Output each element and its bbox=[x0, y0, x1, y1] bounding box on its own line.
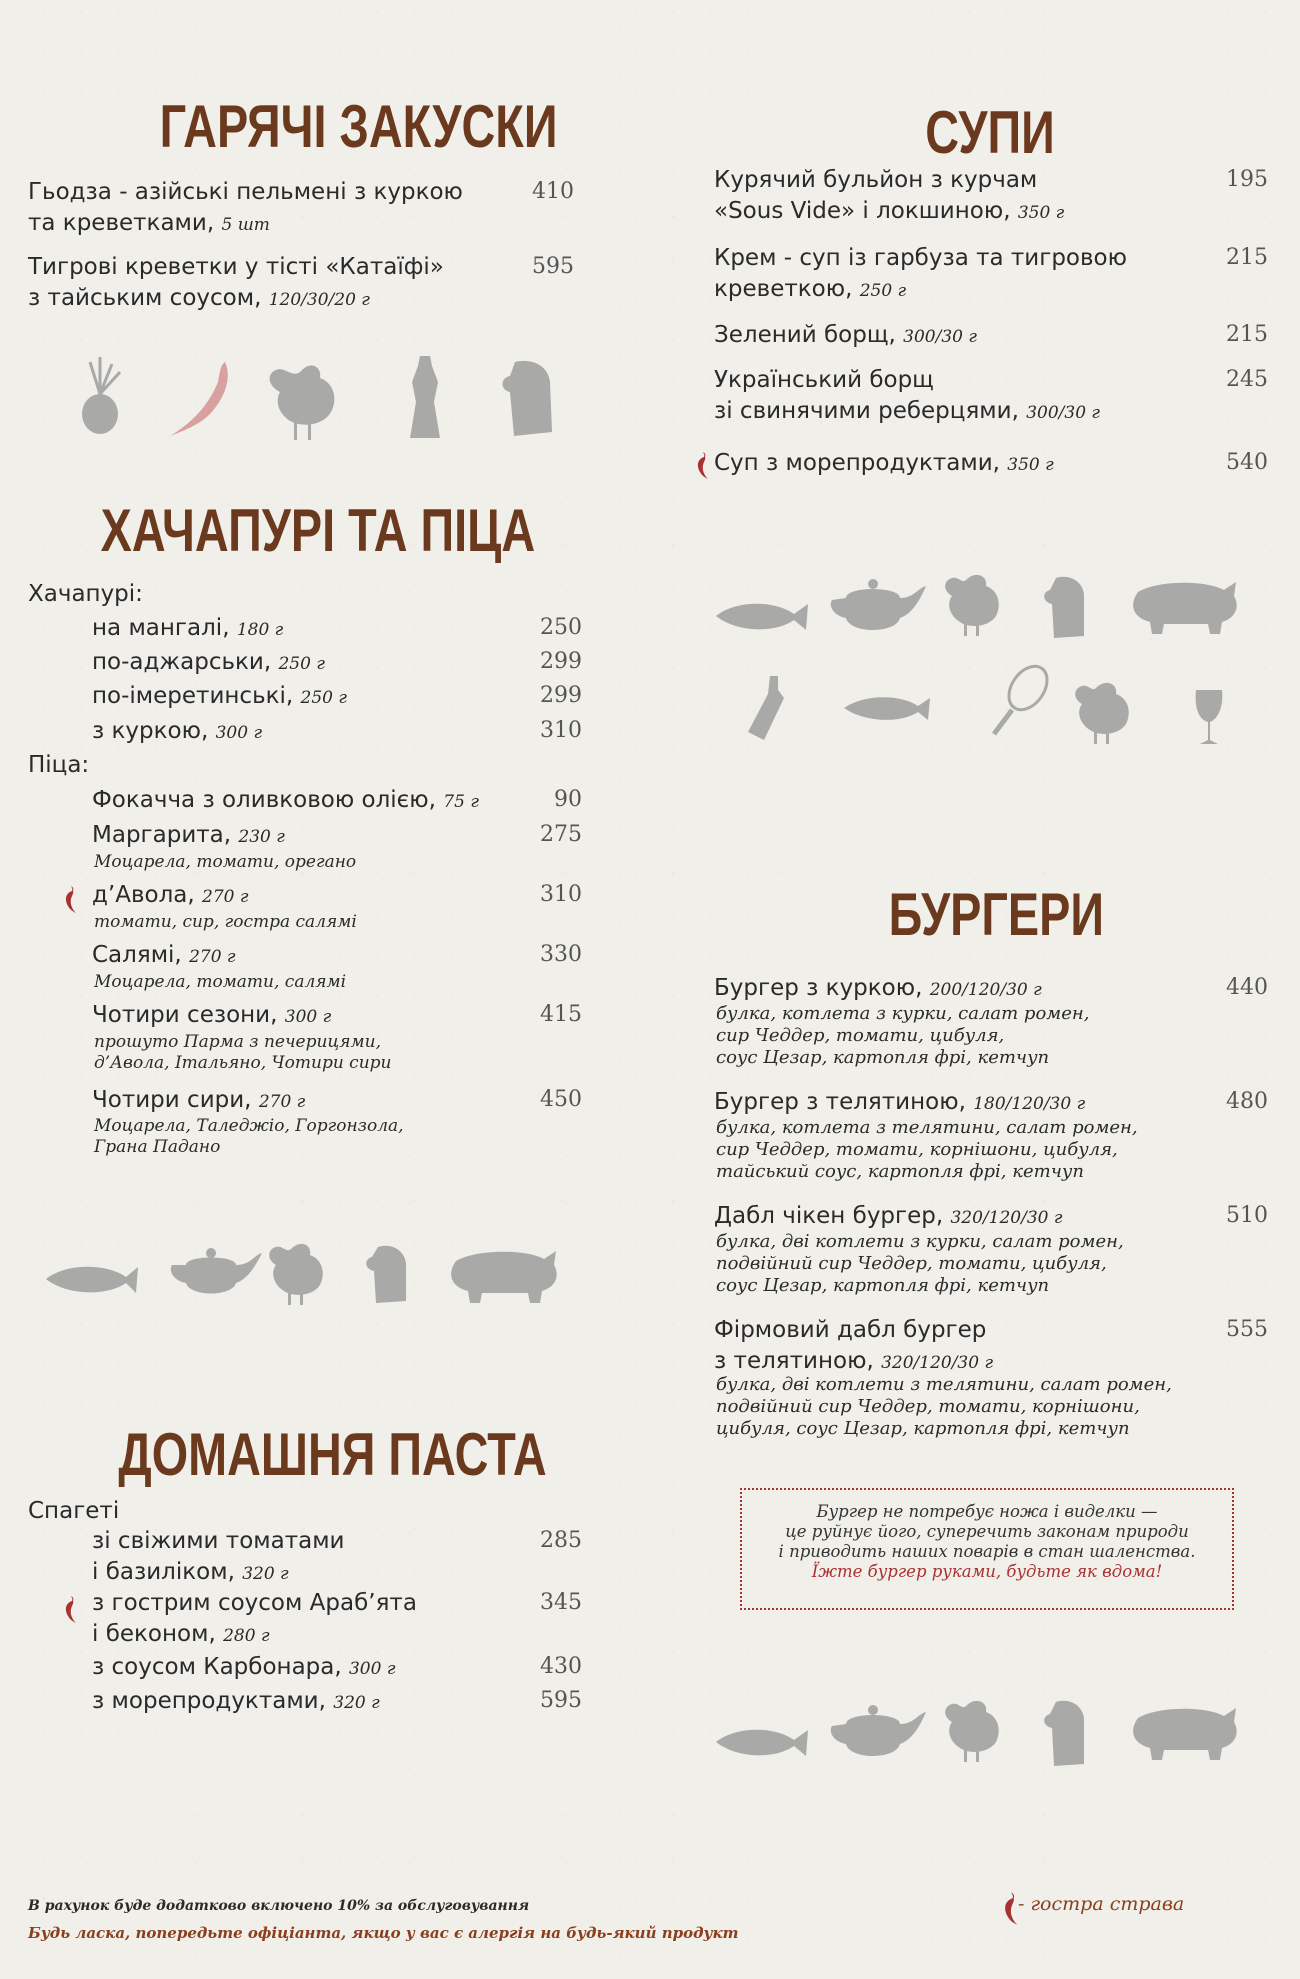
item-weight: 270 г bbox=[189, 947, 236, 967]
allergy-note: Будь ласка, попередьте офіціанта, якщо у вас є алергія на будь-який продукт bbox=[28, 1924, 739, 1942]
item-description-line: сир Чеддер, томати, корнішони, цибуля, bbox=[716, 1139, 1118, 1160]
item-weight: 300 г bbox=[215, 723, 263, 743]
fish-icon bbox=[844, 697, 930, 720]
spicy-legend: - гостра страва bbox=[1018, 1893, 1185, 1915]
menu-item bbox=[92, 1526, 345, 1590]
item-weight: 250 г bbox=[859, 281, 907, 301]
menu-item bbox=[92, 820, 285, 853]
item-price: 555 bbox=[1226, 1317, 1268, 1342]
menu-item bbox=[92, 785, 479, 818]
item-name: Курячий бульйон з курчам bbox=[714, 167, 1038, 193]
item-name: з гострим соусом Араб’ята bbox=[92, 1590, 417, 1616]
menu-item bbox=[28, 252, 444, 316]
burgers-title: БУРГЕРИ bbox=[888, 881, 1105, 948]
menu-item bbox=[714, 1087, 1085, 1120]
item-price: 299 bbox=[540, 649, 582, 674]
item-name: Чотири сири, bbox=[92, 1087, 252, 1113]
fish-icon bbox=[716, 1730, 808, 1756]
menu-item bbox=[92, 1588, 417, 1652]
decor-icons-row bbox=[712, 570, 1242, 750]
item-weight: 120/30/20 г bbox=[268, 290, 370, 310]
menu-item bbox=[92, 1652, 395, 1685]
item-price: 310 bbox=[540, 882, 582, 907]
note-line: це руйнує його, суперечить законам природи bbox=[785, 1522, 1189, 1541]
teapot-icon bbox=[831, 579, 926, 630]
item-price: 195 bbox=[1226, 167, 1268, 192]
item-weight: 250 г bbox=[278, 654, 325, 674]
whisk-icon bbox=[994, 659, 1055, 734]
item-price: 285 bbox=[540, 1528, 582, 1553]
item-description-line: Грана Падано bbox=[94, 1137, 221, 1157]
item-weight: 320 г bbox=[333, 1693, 380, 1713]
teapot-icon bbox=[171, 1248, 262, 1294]
item-price: 345 bbox=[540, 1590, 582, 1615]
note-line: Бургер не потребує ножа і виделки — bbox=[816, 1502, 1158, 1521]
item-name: по-аджарськи, bbox=[92, 649, 272, 675]
item-name: Дабл чікен бургер, bbox=[714, 1203, 944, 1229]
item-price: 480 bbox=[1226, 1089, 1268, 1114]
item-price: 299 bbox=[540, 683, 582, 708]
oven-mitt-icon bbox=[1044, 577, 1084, 638]
item-weight: 200/120/30 г bbox=[929, 980, 1042, 1000]
menu-item bbox=[92, 1000, 331, 1033]
item-name: з соусом Карбонара, bbox=[92, 1654, 342, 1680]
item-description-line: булка, дві котлети з телятини, салат ромен, bbox=[716, 1374, 1172, 1395]
item-name-cont: з телятиною, bbox=[714, 1348, 874, 1374]
menu-item bbox=[714, 973, 1042, 1006]
item-weight: 280 г bbox=[223, 1626, 270, 1646]
menu-item bbox=[92, 940, 236, 973]
bottle-icon bbox=[748, 676, 784, 740]
item-description: томати, сир, гостра салямі bbox=[94, 912, 357, 932]
spicy-chili-icon bbox=[1000, 1890, 1020, 1926]
item-price: 430 bbox=[540, 1654, 582, 1679]
item-description-line: соус Цезар, картопля фрі, кетчуп bbox=[716, 1275, 1050, 1296]
item-description bbox=[716, 1117, 1138, 1183]
item-description-line: подвійний сир Чеддер, томати, цибуля, bbox=[716, 1253, 1107, 1274]
spicy-chili-icon bbox=[62, 884, 78, 914]
item-price: 595 bbox=[532, 254, 574, 279]
item-description-line: сир Чеддер, томати, цибуля, bbox=[716, 1025, 1005, 1046]
item-name-cont: та креветками, bbox=[28, 210, 215, 236]
spaghetti-label: Спагеті bbox=[28, 1498, 120, 1524]
item-price: 245 bbox=[1226, 367, 1268, 392]
item-name: зі свіжими томатами bbox=[92, 1528, 345, 1554]
note-highlight: Їжте бургер руками, будьте як вдома! bbox=[811, 1562, 1163, 1581]
menu-item bbox=[92, 880, 248, 913]
item-name: Український борщ bbox=[714, 367, 934, 393]
khachapuri-label: Хачапурі: bbox=[28, 581, 143, 607]
item-weight: 300/30 г bbox=[903, 327, 977, 347]
note-line: і приводить наших поварів в стан шаленства. bbox=[778, 1542, 1196, 1561]
soups-title: СУПИ bbox=[925, 99, 1055, 166]
service-charge-note: В рахунок буде додатково включено 10% за обслуговування bbox=[28, 1898, 530, 1914]
item-description bbox=[716, 1374, 1172, 1440]
item-weight: 320 г bbox=[242, 1564, 289, 1584]
item-name: з куркою, bbox=[92, 718, 209, 744]
menu-item bbox=[92, 681, 347, 714]
rooster-icon bbox=[269, 1244, 323, 1305]
wine-glass-icon bbox=[1196, 690, 1223, 744]
spicy-chili-icon bbox=[62, 1594, 78, 1624]
item-name: Зелений борщ, bbox=[714, 322, 896, 348]
menu-item bbox=[714, 365, 1100, 429]
fish-icon bbox=[716, 604, 808, 630]
item-weight: 300 г bbox=[348, 1659, 396, 1679]
menu-item bbox=[714, 1315, 993, 1379]
item-description bbox=[716, 1231, 1124, 1297]
item-name: Суп з морепродуктами, bbox=[714, 450, 1000, 476]
item-price: 415 bbox=[540, 1002, 582, 1027]
item-description-line: булка, дві котлети з курки, салат ромен, bbox=[716, 1231, 1124, 1252]
item-description-line: подвійний сир Чеддер, томати, корнішони, bbox=[716, 1396, 1140, 1417]
oven-mitt-icon bbox=[503, 361, 553, 436]
decor-icons-row bbox=[36, 1235, 566, 1305]
teapot-icon bbox=[831, 1705, 926, 1756]
decor-icons-row bbox=[70, 352, 570, 442]
menu-item bbox=[28, 177, 463, 241]
item-name: з морепродуктами, bbox=[92, 1688, 326, 1714]
item-name: д’Авола, bbox=[92, 882, 195, 908]
pizza-label: Піца: bbox=[28, 752, 90, 778]
spicy-chili-icon bbox=[694, 450, 710, 480]
item-weight: 300 г bbox=[284, 1007, 332, 1027]
menu-item bbox=[714, 243, 1127, 307]
item-name: по-імеретинські, bbox=[92, 683, 294, 709]
item-weight: 320/120/30 г bbox=[881, 1353, 994, 1373]
item-description bbox=[94, 1032, 391, 1074]
item-price: 450 bbox=[540, 1087, 582, 1112]
pepper-mill-icon bbox=[410, 356, 440, 438]
decor-icons-row bbox=[712, 1694, 1242, 1770]
item-description: Моцарела, томати, салямі bbox=[94, 972, 347, 992]
item-price: 310 bbox=[540, 718, 582, 743]
item-name: Бургер з куркою, bbox=[714, 975, 923, 1001]
item-name: Бургер з телятиною, bbox=[714, 1089, 966, 1115]
rooster-icon bbox=[1075, 683, 1129, 744]
rooster-icon bbox=[945, 1701, 999, 1762]
onion-icon bbox=[82, 357, 120, 434]
menu-item bbox=[92, 613, 283, 646]
pasta-title: ДОМАШНЯ ПАСТА bbox=[118, 1421, 547, 1488]
item-weight: 300/30 г bbox=[1026, 403, 1101, 423]
item-weight: 320/120/30 г bbox=[950, 1208, 1063, 1228]
item-weight: 250 г bbox=[300, 688, 347, 708]
item-description bbox=[716, 1003, 1089, 1069]
item-price: 250 bbox=[540, 615, 582, 640]
item-description-line: тайський соус, картопля фрі, кетчуп bbox=[716, 1161, 1084, 1182]
item-name-cont: «Sous Vide» і локшиною, bbox=[714, 198, 1011, 224]
item-description-line: соус Цезар, картопля фрі, кетчуп bbox=[716, 1047, 1050, 1068]
pig-icon bbox=[451, 1251, 557, 1303]
item-price: 510 bbox=[1226, 1203, 1268, 1228]
item-name-cont: і базиліком, bbox=[92, 1559, 235, 1585]
item-name-cont: і беконом, bbox=[92, 1621, 216, 1647]
item-description-line: цибуля, соус Цезар, картопля фрі, кетчуп bbox=[716, 1418, 1130, 1439]
item-price: 330 bbox=[540, 942, 582, 967]
item-weight: 270 г bbox=[202, 887, 249, 907]
oven-mitt-icon bbox=[1044, 1701, 1084, 1766]
rooster-icon bbox=[945, 575, 999, 636]
menu-item bbox=[714, 1201, 1062, 1234]
item-description: Моцарела, томати, орегано bbox=[94, 852, 357, 872]
item-description-line: булка, котлета з курки, салат ромен, bbox=[716, 1003, 1090, 1024]
item-name: Тигрові креветки у тісті «Катаїфі» bbox=[28, 254, 444, 280]
item-name: Крем - суп із гарбуза та тигровою bbox=[714, 245, 1127, 271]
burger-note bbox=[740, 1488, 1234, 1610]
item-description-line: прошуто Парма з печерицями, bbox=[94, 1032, 381, 1052]
item-name: Фірмовий дабл бургер bbox=[714, 1317, 987, 1343]
item-weight: 270 г bbox=[258, 1092, 306, 1112]
chili-pepper-icon bbox=[170, 362, 228, 436]
item-price: 215 bbox=[1226, 245, 1268, 270]
menu-item bbox=[92, 716, 262, 749]
item-weight: 180 г bbox=[236, 620, 284, 640]
item-price: 595 bbox=[540, 1688, 582, 1713]
item-price: 540 bbox=[1226, 450, 1268, 475]
item-weight: 75 г bbox=[443, 792, 479, 812]
menu-item bbox=[714, 448, 1054, 481]
item-name: на мангалі, bbox=[92, 615, 230, 641]
item-description-line: булка, котлета з телятини, салат ромен, bbox=[716, 1117, 1138, 1138]
item-price: 410 bbox=[532, 179, 574, 204]
item-price: 215 bbox=[1226, 322, 1268, 347]
item-name: Гьодза - азійські пельмені з куркою bbox=[28, 179, 463, 205]
item-name: Маргарита, bbox=[92, 822, 232, 848]
khachapuri-pizza-title: ХАЧАПУРІ ТА ПІЦА bbox=[100, 497, 536, 564]
item-name-cont: креветкою, bbox=[714, 276, 853, 302]
pig-icon bbox=[1133, 582, 1237, 634]
item-name: Фокачча з оливковою олією, bbox=[92, 787, 436, 813]
pig-icon bbox=[1133, 1708, 1237, 1760]
item-weight: 180/120/30 г bbox=[973, 1094, 1086, 1114]
item-name: Салямі, bbox=[92, 942, 182, 968]
menu-item bbox=[92, 1686, 380, 1719]
item-price: 275 bbox=[540, 822, 582, 847]
fish-icon bbox=[46, 1267, 138, 1293]
rooster-icon bbox=[270, 365, 335, 440]
menu-item bbox=[92, 647, 325, 680]
item-name: Чотири сезони, bbox=[92, 1002, 278, 1028]
menu-item bbox=[92, 1085, 305, 1118]
item-weight: 5 шт bbox=[221, 215, 270, 235]
item-description-line: Моцарела, Таледжіо, Горгонзола, bbox=[94, 1116, 404, 1136]
item-weight: 350 г bbox=[1017, 203, 1065, 223]
menu-item bbox=[714, 320, 977, 353]
item-price: 440 bbox=[1226, 975, 1268, 1000]
hot-snacks-title: ГАРЯЧІ ЗАКУСКИ bbox=[159, 93, 558, 160]
oven-mitt-icon bbox=[366, 1246, 406, 1303]
item-weight: 230 г bbox=[238, 827, 285, 847]
item-name-cont: зі свинячими реберцями, bbox=[714, 398, 1019, 424]
item-description bbox=[94, 1116, 404, 1158]
item-price: 90 bbox=[554, 787, 582, 812]
item-name-cont: з тайським соусом, bbox=[28, 285, 262, 311]
item-description-line: д’Авола, Італьяно, Чотири сири bbox=[94, 1053, 392, 1073]
menu-item bbox=[714, 165, 1064, 229]
item-weight: 350 г bbox=[1007, 455, 1054, 475]
